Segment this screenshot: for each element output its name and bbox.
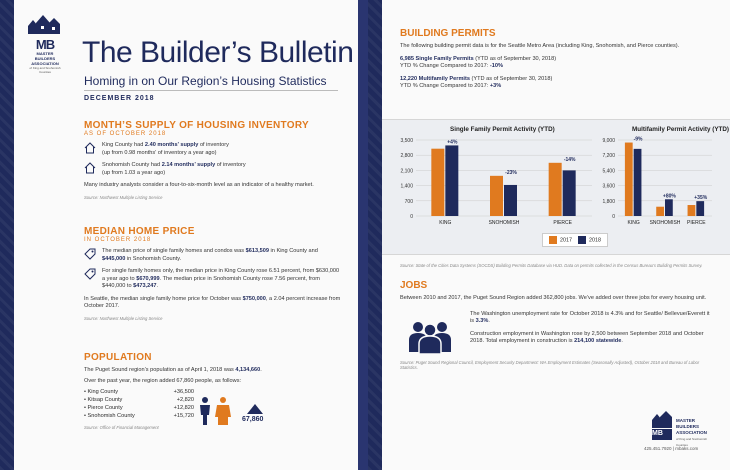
- permits-heading: BUILDING PERMITS: [400, 28, 496, 39]
- y-tick-label: 3,600: [602, 183, 615, 190]
- king-median-price: $613,509: [245, 248, 269, 254]
- y-tick-label: 1,800: [602, 198, 615, 205]
- jobs-heading: JOBS: [400, 280, 428, 291]
- y-tick-label: 0: [612, 214, 615, 220]
- price-subheading: IN OCTOBER 2018: [84, 237, 152, 243]
- sf-permits-value: 6,985 Single Family Permits: [400, 55, 474, 62]
- county-growth: +36,500: [173, 389, 194, 395]
- people-icon: [196, 396, 236, 426]
- legend-item-2018: [578, 236, 601, 244]
- unemployment-value: 3.3%: [475, 318, 489, 324]
- population-suffix: .: [260, 367, 262, 373]
- y-tick-label: 2,100: [400, 168, 413, 175]
- page-title: The Builder’s Bulletin: [82, 36, 354, 69]
- price-p2-suffix: .: [156, 283, 159, 289]
- sno-supply-value: 2.14 months’ supply: [161, 162, 216, 168]
- price-p2-prefix: For single family homes only, the median price in King County rose 6.51 percent, from $630,000 a year ago to: [102, 268, 340, 282]
- population-prefix: The Puget Sound region’s population as of April 1, 2018 was: [84, 367, 236, 373]
- snohomish-sf-median-price: $473,247: [133, 283, 157, 289]
- master-builders-logo: [26, 14, 64, 74]
- workers-icon: [406, 318, 454, 354]
- x-tick-label: KING: [439, 220, 452, 226]
- county-growth: +15,720: [173, 413, 194, 419]
- king-sf-median-price: $670,999: [136, 275, 160, 282]
- footer-logo-tagline: of King and Snohomish Counties: [676, 437, 708, 447]
- price-p2-mid: . The median price in Snohomish County rose 7.56 percent, from $440,000 to: [102, 275, 320, 289]
- permit-charts-svg: [382, 134, 730, 244]
- construction-suffix: .: [621, 338, 623, 344]
- list-item: • Kitsap County +2,820: [84, 397, 194, 403]
- legend-label-2017: 2017: [560, 237, 572, 244]
- sno-supply-note: (up from 1.03 a year ago): [102, 169, 166, 176]
- bar-2018: [445, 145, 458, 216]
- jobs-section: [400, 280, 710, 370]
- chart-title-single-family: Single Family Permit Activity (YTD): [450, 126, 555, 133]
- legend-item-2017: [549, 236, 572, 244]
- unemployment-prefix: The Washington unemployment rate for October 2018 is 4.3% and for Seattle/ Bellevue/Everett it is: [470, 310, 710, 324]
- y-tick-label: 0: [410, 214, 413, 220]
- sno-supply-prefix: Snohomish County had: [102, 162, 162, 168]
- price-heading: MEDIAN HOME PRICE: [84, 226, 195, 237]
- sno-supply-suffix: of inventory: [215, 162, 246, 168]
- footer-logo: [650, 408, 710, 447]
- price-section: [84, 226, 342, 321]
- mf-permits: [400, 76, 710, 91]
- houses-logo-icon: [26, 14, 64, 34]
- king-supply-value: 2.40 months’ supply: [144, 142, 199, 148]
- bar-2017: [656, 207, 664, 216]
- county-growth: +12,820: [173, 405, 194, 411]
- bar-annotation: +4%: [447, 139, 458, 146]
- population-heading: POPULATION: [84, 352, 152, 363]
- county-name: King County: [87, 389, 118, 395]
- permits-section: [400, 28, 710, 91]
- house-icon: [84, 142, 96, 154]
- price-source: Source: Northwest Multiple Listing Service: [84, 315, 163, 321]
- price-p3-suffix: , a 2.04 percent increase from October 2017.: [84, 295, 341, 309]
- arrow-up-icon: [247, 404, 263, 414]
- population-total: [84, 367, 342, 375]
- king-supply-suffix: of inventory: [198, 142, 229, 148]
- construction-prefix: Construction employment in Washington rose by 2,500 between September 2018 and October 2018. Total employment in construction is: [470, 330, 704, 344]
- unemployment-text: [470, 311, 710, 326]
- population-value: 4,134,660: [235, 367, 261, 373]
- permit-charts-panel: [382, 119, 730, 255]
- jobs-source: Source: Puget Sound Regional Council, Employment Security Department: WA Employment Estimates (Seasonally Adjusted), October 2018 and Bureau of Labor Statistics.: [400, 359, 700, 370]
- bar-annotation: +80%: [662, 193, 676, 200]
- price-p1-suffix: in Snohomish County.: [125, 255, 182, 262]
- footer-logo-name: MASTER BUILDERS: [676, 418, 700, 429]
- king-supply-note: (up from 0.98 months’ of inventory a year ago): [102, 149, 217, 156]
- bar-annotation: -9%: [633, 136, 643, 143]
- chart-title-multifamily: Multifamily Permit Activity (YTD): [632, 126, 730, 133]
- logo-name: MASTER BUILDERS: [34, 51, 56, 61]
- permits-source: Source: State of the Cities Data Systems (SOCDS) Building Permits Database via HUD. Data on permits collected in the Census Bureau’s Building Permits Survey.: [400, 263, 703, 268]
- population-source: Source: Office of Financial Management: [84, 425, 159, 430]
- mf-change-label: YTD % Change Compared to 2017:: [400, 83, 490, 89]
- price-row-1: [84, 248, 342, 263]
- list-item: • Pierce County +12,820: [84, 405, 194, 411]
- right-decorative-stripe: [368, 0, 382, 470]
- bar-2018: [563, 170, 576, 216]
- king-supply-prefix: King County had: [102, 142, 145, 148]
- bar-annotation: -23%: [505, 169, 517, 176]
- footer-logo-mark: MB: [652, 430, 663, 437]
- sf-change-value: -10%: [489, 63, 503, 69]
- list-item: • King County +36,500: [84, 389, 194, 395]
- construction-value: 214,100 statewide: [574, 338, 622, 344]
- y-tick-label: 1,400: [400, 183, 413, 190]
- price-tag-icon: [84, 248, 96, 260]
- county-name: Pierce County: [87, 405, 123, 411]
- y-tick-label: 5,400: [602, 168, 615, 175]
- left-decorative-stripe: [0, 0, 14, 470]
- page-subtitle: Homing in on Our Region’s Housing Statistics: [84, 74, 327, 88]
- footer-contact: 425.451.7920 | mbaks.com: [644, 446, 699, 451]
- bar-2017: [688, 205, 696, 216]
- bar-2018: [634, 149, 642, 216]
- y-tick-label: 9,000: [602, 138, 615, 144]
- x-tick-label: SNOHOMISH: [649, 220, 681, 226]
- supply-source: Source: Northwest Multiple Listing Service: [84, 194, 163, 200]
- mf-permits-date: (YTD as of September 30, 2018): [469, 75, 553, 82]
- logo-tagline: of King and Snohomish Counties: [29, 66, 61, 74]
- page-gutter: [358, 0, 368, 470]
- bar-2018: [504, 185, 517, 216]
- sf-permits-date: (YTD as of September 30, 2018): [473, 55, 557, 62]
- jobs-intro: Between 2010 and 2017, the Puget Sound Region added 362,800 jobs. We’ve added over three jobs for every housing unit.: [400, 295, 707, 301]
- sf-change-label: YTD % Change Compared to 2017:: [400, 63, 490, 69]
- chart-legend: [542, 233, 608, 247]
- snohomish-supply-row: [84, 162, 342, 177]
- bar-2018: [665, 199, 673, 216]
- issue-date: DECEMBER 2018: [84, 90, 338, 102]
- population-section: [84, 352, 342, 430]
- bar-2017: [490, 176, 503, 216]
- price-tag-icon: [84, 268, 96, 280]
- price-row-2: [84, 268, 342, 291]
- seattle-price: [84, 296, 342, 311]
- construction-employment-text: [470, 331, 710, 346]
- house-icon: [84, 162, 96, 174]
- supply-subheading: AS OF OCTOBER 2018: [84, 131, 167, 137]
- mf-change-value: +3%: [489, 83, 502, 89]
- x-tick-label: PIERCE: [687, 220, 706, 226]
- supply-summary: Many industry analysts consider a four-to-six-month level as an indicator of a healthy market.: [84, 182, 314, 188]
- bar-2017: [549, 163, 562, 216]
- y-tick-label: 700: [404, 198, 413, 205]
- bar-2018: [696, 201, 704, 216]
- sf-permits: [400, 56, 710, 71]
- supply-section: [84, 120, 342, 200]
- x-tick-label: KING: [627, 220, 640, 226]
- supply-heading: MONTH’S SUPPLY OF HOUSING INVENTORY: [84, 120, 309, 131]
- county-growth: +2,820: [176, 397, 194, 403]
- county-name: Snohomish County: [87, 413, 135, 419]
- bar-2017: [431, 149, 444, 216]
- x-tick-label: PIERCE: [553, 220, 572, 226]
- x-tick-label: SNOHOMISH: [488, 220, 520, 226]
- y-tick-label: 7,200: [602, 153, 615, 160]
- unemployment-suffix: .: [488, 318, 490, 324]
- population-growth-intro: Over the past year, the region added 67,860 people, as follows:: [84, 377, 242, 384]
- seattle-median-price: $750,000: [242, 295, 266, 302]
- price-p3-prefix: In Seattle, the median single family home price for October was: [84, 295, 243, 302]
- footer-logo-association: ASSOCIATION: [676, 430, 707, 435]
- bar-annotation: +35%: [694, 195, 708, 202]
- population-added-total: 67,860: [242, 416, 264, 423]
- price-p1-mid: in King County and: [269, 248, 318, 254]
- y-tick-label: 3,500: [400, 138, 413, 144]
- county-name: Kitsap County: [87, 397, 123, 403]
- y-tick-label: 2,800: [400, 153, 413, 160]
- snohomish-median-price: $445,000: [102, 255, 126, 262]
- bar-annotation: -14%: [563, 156, 576, 163]
- king-supply-row: [84, 142, 342, 157]
- logo-mark: MB: [35, 37, 55, 52]
- list-item: • Snohomish County +15,720: [84, 413, 194, 419]
- logo-association: ASSOCIATION: [31, 61, 59, 66]
- mf-permits-value: 12,220 Multifamily Permits: [400, 75, 470, 82]
- permits-intro: The following building permit data is for the Seattle Metro Area (including King, Snohomish, and Pierce counties).: [400, 43, 680, 49]
- bar-2017: [625, 143, 633, 216]
- legend-label-2018: 2018: [589, 237, 601, 244]
- price-p1-prefix: The median price of single family homes and condos was: [102, 248, 246, 254]
